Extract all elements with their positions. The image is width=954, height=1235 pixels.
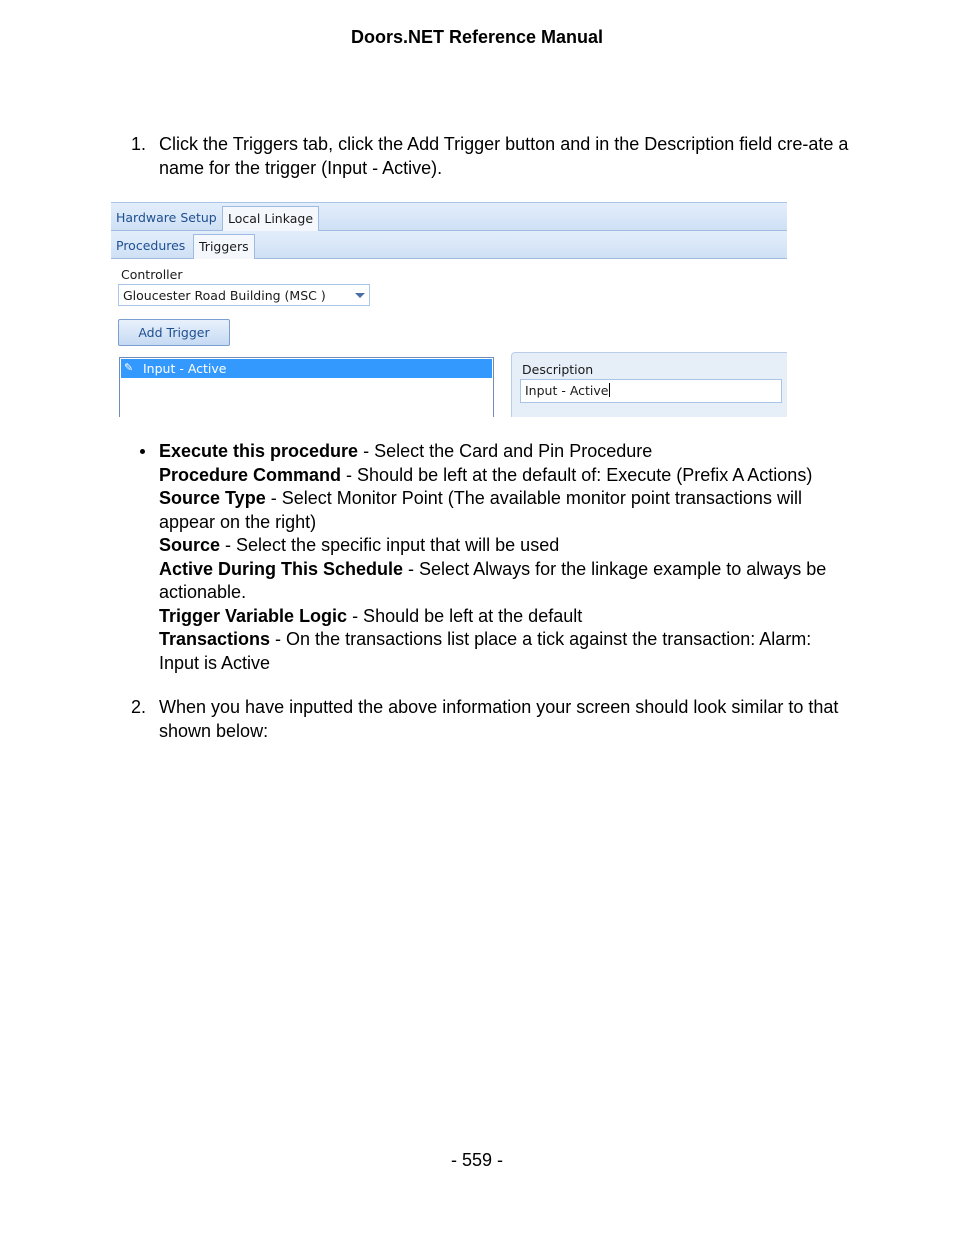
description-text: Input - Active [525,383,609,398]
desc: - Select the specific input that will be used [220,535,560,555]
description-label: Description [522,362,594,377]
controller-label: Controller [121,267,183,282]
page-header: Doors.NET Reference Manual [350,27,604,47]
term: Execute this procedure [159,441,359,461]
sub-tab-row [111,231,787,259]
list-item-label: Input - Active [143,361,227,376]
desc: - Should be left at the default of: Execute (Prefix A Actions) [341,464,813,485]
controller-value: Gloucester Road Building (MSC ) [123,288,326,303]
instruction-procedure-command [159,464,849,488]
desc: - Should be left at the default [347,605,583,626]
text-caret [609,383,610,397]
bullet-dot [140,449,145,454]
triggers-content [111,259,787,417]
instruction-active-schedule [159,558,849,605]
instruction-transactions [159,628,849,675]
step-2-text: When you have inputted the above information your screen should look similar to that shown below: [159,697,839,741]
tab-procedures[interactable]: Procedures [116,238,186,253]
trigger-list[interactable] [119,357,494,417]
desc: - Select the Card and Pin Procedure [358,441,653,461]
description-input[interactable] [520,379,782,403]
term: Transactions [159,629,271,649]
instruction-trigger-logic [159,605,849,629]
page-number: - 559 - [450,1150,504,1170]
step-1 [131,133,849,180]
term: Trigger Variable Logic [159,605,348,626]
desc: - Select Monitor Point (The available monitor point transactions will appear on the right) [159,488,802,532]
field-instructions [159,440,849,675]
triggers-screenshot [111,202,787,417]
description-value [525,383,610,398]
term: Source Type [159,488,266,508]
instruction-source-type [159,487,849,534]
chevron-down-icon [355,293,365,298]
desc: - On the transactions list place a tick against the transaction: Alarm: Input is Active [159,629,812,673]
term: Procedure Command [159,464,342,485]
trigger-icon: ✎ [124,361,134,374]
term: Active During This Schedule [159,558,404,579]
top-tab-row [111,203,787,231]
desc: - Select Always for the linkage example to always be actionable. [159,558,827,602]
instruction-execute-procedure [159,440,849,464]
list-item[interactable] [121,359,492,378]
tab-local-linkage[interactable]: Local Linkage [222,206,319,231]
step-2-number: 2. [131,697,147,717]
tab-hardware-setup[interactable]: Hardware Setup [116,210,217,225]
instruction-source [159,534,849,558]
add-trigger-button[interactable]: Add Trigger [118,319,230,346]
controller-select[interactable] [118,284,370,306]
step-2 [131,696,849,743]
step-1-number: 1. [131,134,147,154]
step-1-text: Click the Triggers tab, click the Add Trigger button and in the Description field cre-ate a name for the trigger (Input - Active). [159,134,849,178]
description-panel [511,352,787,417]
term: Source [159,535,221,555]
tab-triggers[interactable]: Triggers [193,234,255,259]
